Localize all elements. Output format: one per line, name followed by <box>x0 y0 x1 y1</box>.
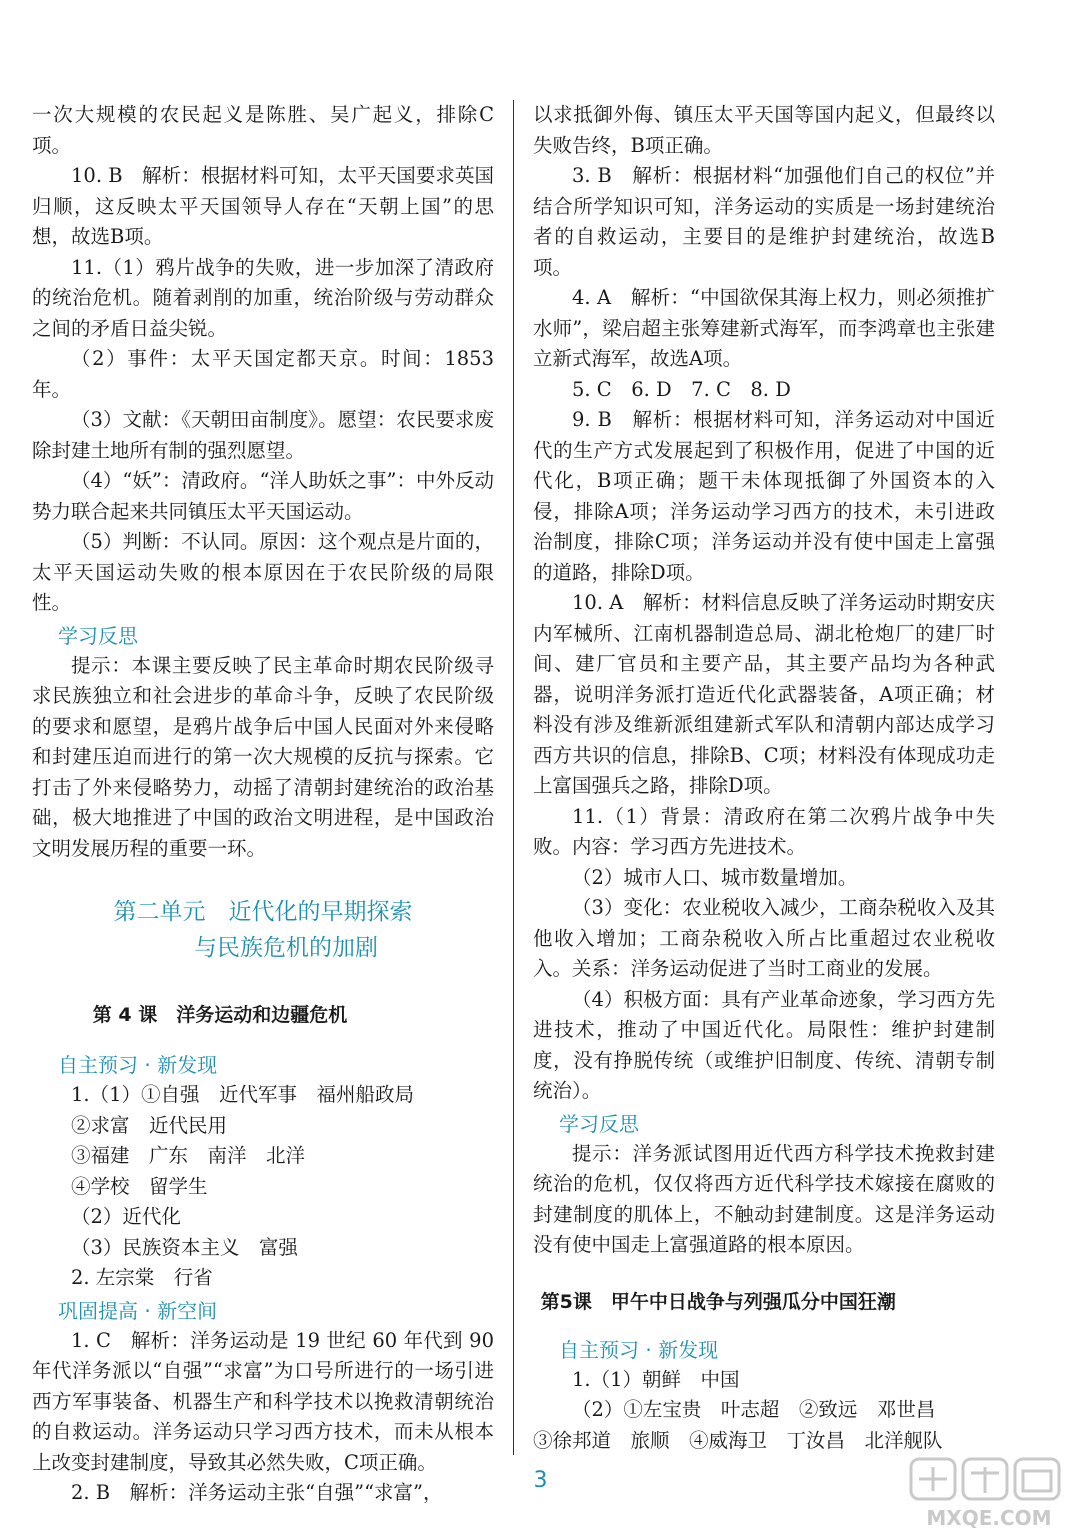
answer-4: 4. A 解析：“中国欲保其海上权力，则必须推扩水师”，梁启超主张筹建新式海军，而李鸿章也主张建立新式海军，故选A项。 <box>533 286 995 370</box>
preview-line: ③福建 广东 南洋 北洋 <box>71 1144 306 1167</box>
answer-11-1: 11.（1）鸦片战争的失败，进一步加深了清政府的统治危机。随着剥削的加重，统治阶级与劳动群众之间的矛盾日益尖锐。 <box>32 255 494 340</box>
right-column <box>533 100 995 1456</box>
answer-11-3: （3）变化：农业税收入减少，工商杂税收入及其他收入增加；工商杂税收入所占比重超过农业税收入。关系：洋务运动促进了当时工商业的发展。 <box>533 896 995 980</box>
preview-line: ③徐邦道 旅顺 ④威海卫 丁汝昌 北洋舰队 <box>533 1428 943 1452</box>
section-heading-preview: 自主预习 · 新发现 <box>58 1053 218 1077</box>
column-divider <box>513 100 514 1455</box>
answer-11-4: （4）“妖”：清政府。“洋人助妖之事”：中外反动势力联合起来共同镇压太平天国运动。 <box>32 469 494 523</box>
watermark-url: MXQE.COM <box>926 1506 1052 1530</box>
reflection-text: 提示：洋务派试图用近代西方科学技术挽救封建统治的危机，仅仅将西方近代科学技术嫁接在腐败的封建制度的肌体上，不触动封建制度。这是洋务运动没有使中国走上富强道路的根本原因。 <box>533 1141 995 1256</box>
unit-title <box>32 894 494 966</box>
paragraph: 以求抵御外侮、镇压太平天国等国内起义，但最终以失败告终，B项正确。 <box>533 103 995 157</box>
watermark-logo <box>905 1455 1075 1533</box>
answer-1: 1. C 解析：洋务运动是 19 世纪 60 年代到 90 年代洋务派以“自强”“求富”为口号所进行的一场引进西方军事装备、机器生产和科学技术以挽救清朝统治的自救运动。洋务运动只学习西方技术，而未从根本上改变封建制度，导致其必然失败，C项正确。 <box>32 1328 494 1474</box>
preview-line: （2）①左宝贵 叶志超 ②致远 邓世昌 <box>572 1398 936 1421</box>
preview-line: 1.（1）朝鲜 中国 <box>572 1367 740 1391</box>
preview-line: （3）民族资本主义 富强 <box>71 1235 298 1259</box>
answer-11-3: （3）文献：《天朝田亩制度》。愿望：农民要求废除封建土地所有制的强烈愿望。 <box>32 408 494 462</box>
section-heading-reflection: 学习反思 <box>559 1111 639 1136</box>
left-column <box>32 100 494 1509</box>
lesson-5-title: 第5课 甲午中日战争与列强瓜分中国狂潮 <box>540 1290 896 1313</box>
answer-11-4: （4）积极方面：具有产业革命迹象，学习西方先进技术，推动了中国近代化。局限性：维护封建制度，没有挣脱传统（或维护旧制度、传统、清朝专制统治）。 <box>533 987 995 1102</box>
paragraph: 一次大规模的农民起义是陈胜、吴广起义，排除C项。 <box>32 103 494 157</box>
answer-11-2: （2）事件：太平天国定都天京。时间：1853年。 <box>32 347 494 401</box>
preview-line: ②求富 近代民用 <box>71 1113 228 1137</box>
answer-5-8: 5. C 6. D 7. C 8. D <box>572 377 791 401</box>
answer-9: 9. B 解析：根据材料可知，洋务运动对中国近代的生产方式发展起到了积极作用，促进了中国的近代化，B项正确；题干未体现抵御了外国资本的入侵，排除A项；洋务运动学习西方的技术，未引进政治制度，排除C项；洋务运动并没有使中国走上富强的道路，排除D项。 <box>533 408 995 584</box>
reflection-text: 提示：本课主要反映了民主革命时期农民阶级寻求民族独立和社会进步的革命斗争，反映了农民阶级的要求和愿望，是鸦片战争后中国人民面对外来侵略和封建压迫而进行的第一次大规模的反抗与探索。它打击了外来侵略势力，动摇了清朝封建统治的政治基础，极大地推进了中国的政治文明进程，是中国政治文明发展历程的重要一环。 <box>32 653 494 860</box>
answer-3: 3. B 解析：根据材料“加强他们自己的权位”并结合所学知识可知，洋务运动的实质是一场封建统治者的自救运动，主要目的是维护封建统治，故选B项。 <box>533 164 995 279</box>
section-heading-consolidate: 巩固提高 · 新空间 <box>58 1298 218 1323</box>
preview-line: （2）近代化 <box>71 1205 181 1228</box>
preview-line: 1.（1）①自强 近代军事 福州船政局 <box>71 1083 415 1106</box>
lesson-4-title: 第 4 课 洋务运动和边疆危机 <box>92 1004 348 1026</box>
preview-line: 2. 左宗棠 行省 <box>71 1266 213 1289</box>
unit-title-line2: 与民族危机的加剧 <box>194 935 378 961</box>
answer-11-1: 11.（1）背景：清政府在第二次鸦片战争中失败。内容：学习西方先进技术。 <box>533 804 995 858</box>
answer-10: 10. A 解析：材料信息反映了洋务运动时期安庆内军械所、江南机器制造总局、湖北枪炮厂的建厂时间、建厂官员和主要产品，其主要产品均为各种武器，说明洋务派打造近代化武器装备，A项正确；材料没有涉及维新派组建新式军队和清朝内部达成学习西方共识的信息，排除B、C项；材料没有体现成功走上富国强兵之路，排除D项。 <box>533 591 995 797</box>
answer-2: 2. B 解析：洋务运动主张“自强”“求富”， <box>71 1481 443 1504</box>
section-heading-preview: 自主预习 · 新发现 <box>559 1337 719 1362</box>
answer-11-5: （5）判断：不认同。原因：这个观点是片面的，太平天国运动失败的根本原因在于农民阶级的局限性。 <box>32 530 494 614</box>
unit-title-line1: 第二单元 近代化的早期探索 <box>113 899 413 925</box>
answer-11-2: （2）城市人口、城市数量增加。 <box>572 865 858 889</box>
answer-10: 10. B 解析：根据材料可知，太平天国要求英国归顺，这反映太平天国领导人存在“天朝上国”的思想，故选B项。 <box>32 164 494 248</box>
page-number: 3 <box>533 1468 548 1493</box>
section-heading-reflection: 学习反思 <box>58 623 138 648</box>
preview-line: ④学校 留学生 <box>71 1174 208 1198</box>
